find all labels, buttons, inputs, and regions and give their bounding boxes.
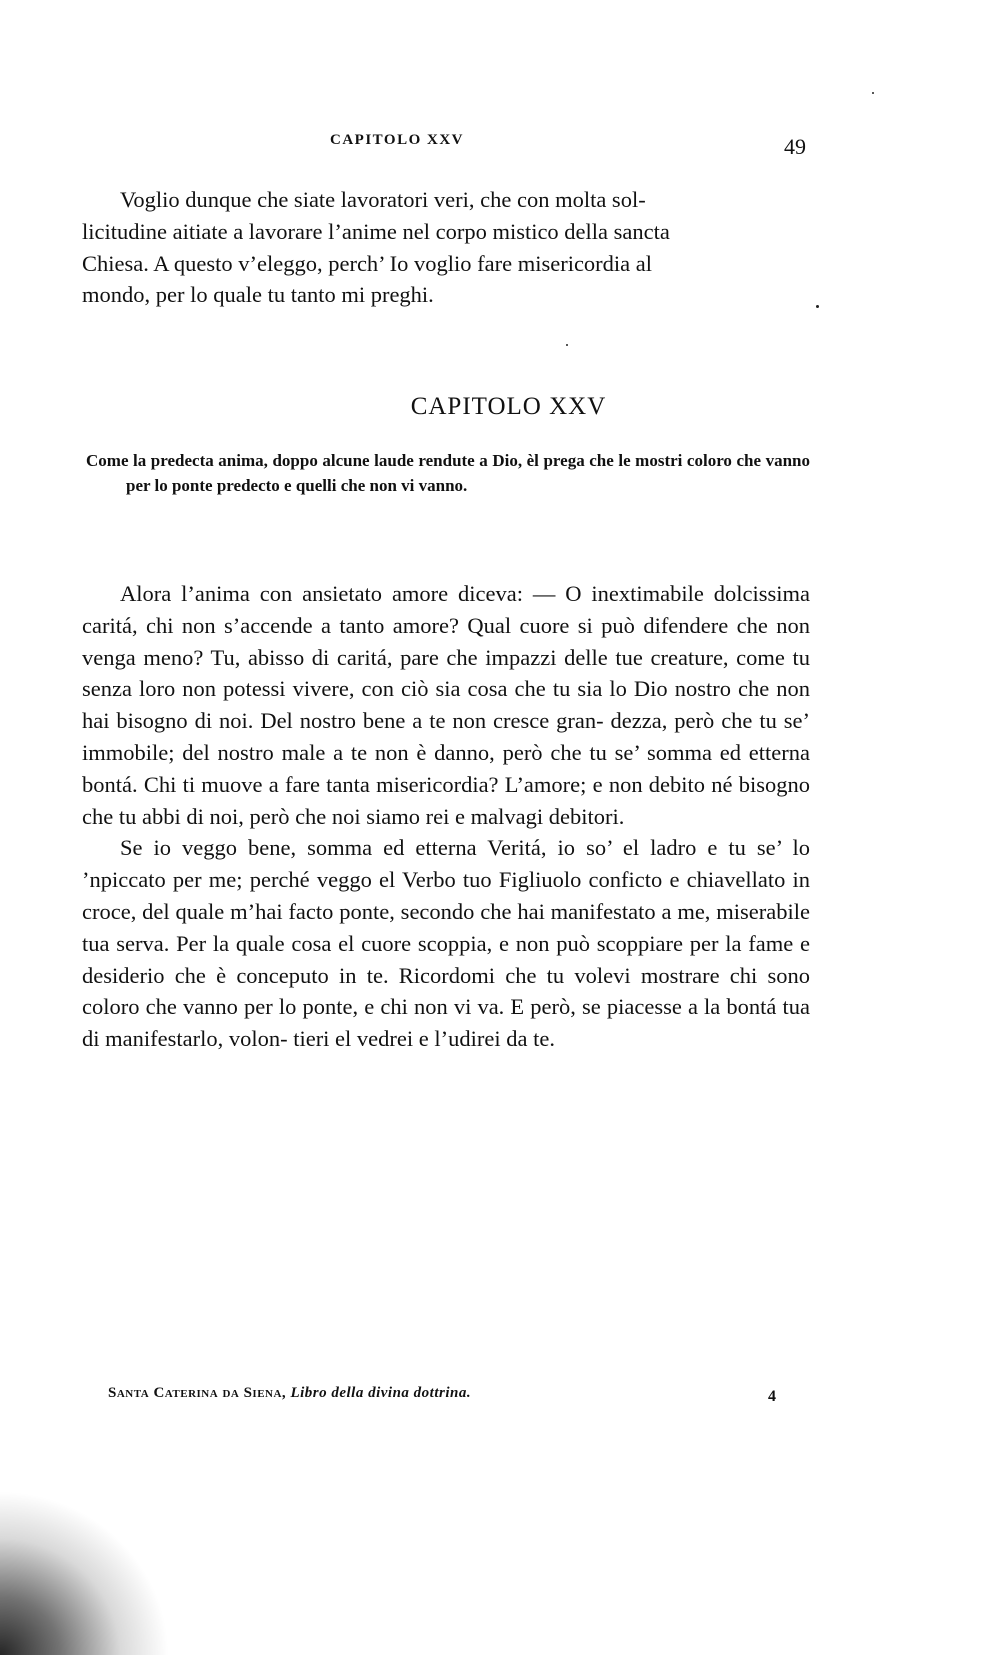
body-paragraph: Alora l’anima con ansietato amore diceva: — O inextimabile dolcissima caritá, chi non s’accende a tanto amore? Qual cuore si può difendere che non venga meno? Tu, abisso di caritá, pare che impazzi delle tue creature, come tu senza loro non potessi vivere, con ciò sia cosa che tu sia lo Dio nostro che non hai bisogno di noi. Del nostro bene a te non cresce gran- dezza, però che tu se’ immobile; del nostro male a te non è danno, però che tu se’ somma ed etterna bontá. Chi ti muove a fare tanta misericordia? L’amore; e non debito né bisogno che tu abbi di noi, però che noi siamo rei e malvagi debitori. [82,581,810,829]
page-number: 49 [784,134,806,159]
printer-signature-mark: 4 [768,1388,776,1405]
chapter-title: CAPITOLO XXV [410,393,607,420]
running-header-title: CAPITOLO XXV [330,132,464,148]
top-paragraph-line: mondo, per lo quale tu tanto mi preghi. [82,282,434,308]
body-paragraph: Se io veggo bene, somma ed etterna Veritá, io so’ el ladro e tu se’ lo ’npiccato per me; perché veggo el Verbo tuo Figliuolo conficto e chiavellato in croce, del quale m’hai facto ponte, secondo che hai manifestato a me, miserabile tua serva. Per la quale cosa el cuore scoppia, e non può scoppiare per la fame e desiderio che è conceputo in te. Ricordomi che tu volevi mostrare chi sono coloro che vanno per lo ponte, e chi non vi va. E però, se piacesse a la bontá tua di manifestarlo, volon- tieri el vedrei e l’udirei da te. [82,835,810,1052]
top-paragraph-line: Chiesa. A questo v’eleggo, perch’ Io voglio fare misericordia al [82,250,653,276]
scan-speck [872,92,874,94]
scan-smudge [0,1490,170,1655]
chapter-summary: Come la predecta anima, doppo alcune laude rendute a Dio, èl prega che le mostri coloro che vanno per lo ponte predecto e quelli che non vi vanno. [86,451,810,495]
top-paragraph-line: licitudine aitiate a lavorare l’anime nel corpo mistico della sancta [82,218,670,244]
scan-speck [566,344,568,346]
footer-work-title: Libro della divina dottrina. [290,1385,472,1401]
top-paragraph-line: Voglio dunque che siate lavoratori veri, che con molta sol- [120,187,646,212]
footer-signature-line [108,1385,471,1402]
main-text [82,578,810,1055]
scan-speck [816,305,819,308]
footer-author: Santa Caterina da Siena, [108,1385,287,1401]
top-paragraph [82,184,810,311]
